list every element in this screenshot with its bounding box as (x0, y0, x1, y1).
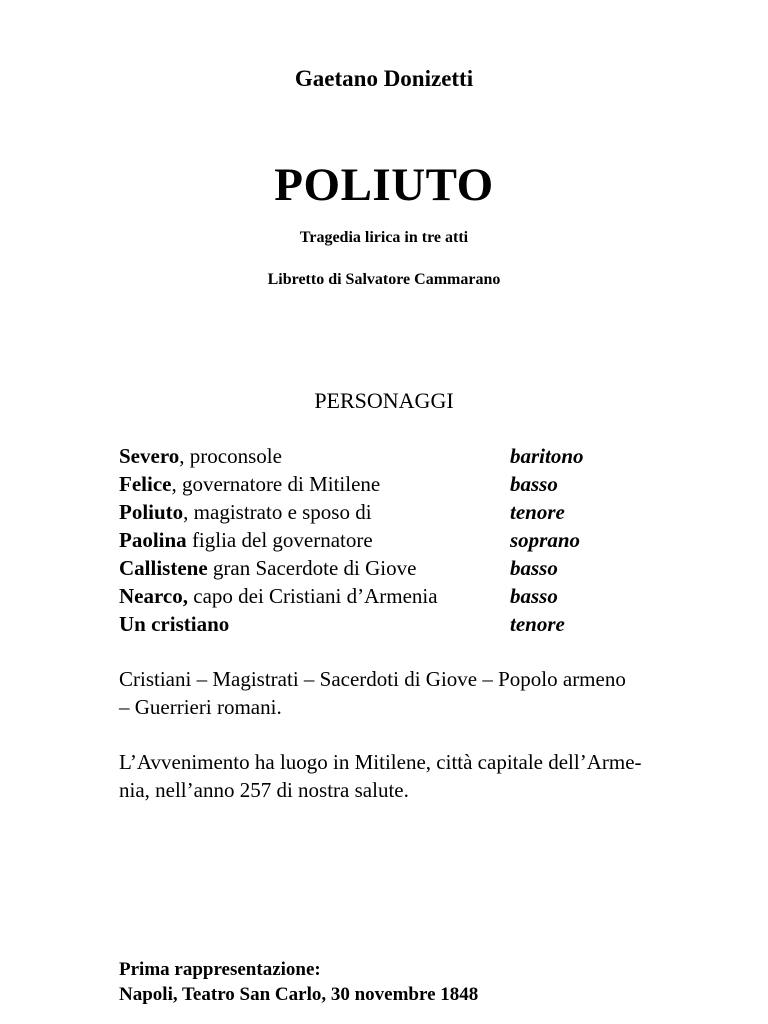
role-name: Nearco, (119, 584, 188, 608)
voice-type: soprano (510, 528, 581, 552)
role-name: Felice (119, 472, 172, 496)
cast-row (119, 554, 719, 582)
role-name: Poliuto (119, 500, 184, 524)
voice-type: baritono (510, 444, 584, 468)
opera-subtitle: Tragedia lirica in tre atti (299, 229, 469, 246)
opera-title: POLIUTO (274, 159, 494, 211)
cast-row (119, 442, 719, 470)
cast-list (119, 442, 719, 638)
composer-name: Gaetano Donizetti (294, 66, 474, 91)
voice-type: tenore (510, 612, 565, 636)
voice-type: basso (510, 584, 558, 608)
setting-description (119, 748, 699, 804)
premiere-label: Prima rappresentazione: (119, 959, 321, 980)
role-description: figlia del governatore (186, 528, 373, 552)
cast-row (119, 526, 719, 554)
voice-type: basso (510, 472, 558, 496)
setting-line: nia, nell’anno 257 di nostra salute. (119, 778, 409, 802)
cast-row (119, 470, 719, 498)
role-name: Severo (119, 444, 180, 468)
role-name: Callistene (119, 556, 208, 580)
chorus-line: – Guerrieri romani. (119, 695, 282, 719)
setting-line: L’Avvenimento ha luogo in Mitilene, città capitale dell’Arme- (119, 750, 642, 774)
role-name: Un cristiano (119, 612, 230, 636)
chorus-list (119, 665, 699, 721)
role-description: , proconsole (179, 444, 282, 468)
role-description: capo dei Cristiani d’Armenia (188, 584, 438, 608)
role-description: , governatore di Mitilene (171, 472, 381, 496)
cast-row (119, 582, 719, 610)
premiere-info (119, 957, 478, 1007)
voice-type: tenore (510, 500, 565, 524)
role-description: gran Sacerdote di Giove (207, 556, 417, 580)
chorus-line: Cristiani – Magistrati – Sacerdoti di Giove – Popolo armeno (119, 667, 626, 691)
librettist-credit: Libretto di Salvatore Cammarano (267, 271, 501, 288)
premiere-details: Napoli, Teatro San Carlo, 30 novembre 1848 (119, 984, 479, 1005)
cast-row (119, 610, 719, 638)
cast-heading: PERSONAGGI (314, 388, 454, 413)
role-description: , magistrato e sposo di (183, 500, 372, 524)
voice-type: basso (510, 556, 558, 580)
role-name: Paolina (119, 528, 187, 552)
cast-row (119, 498, 719, 526)
